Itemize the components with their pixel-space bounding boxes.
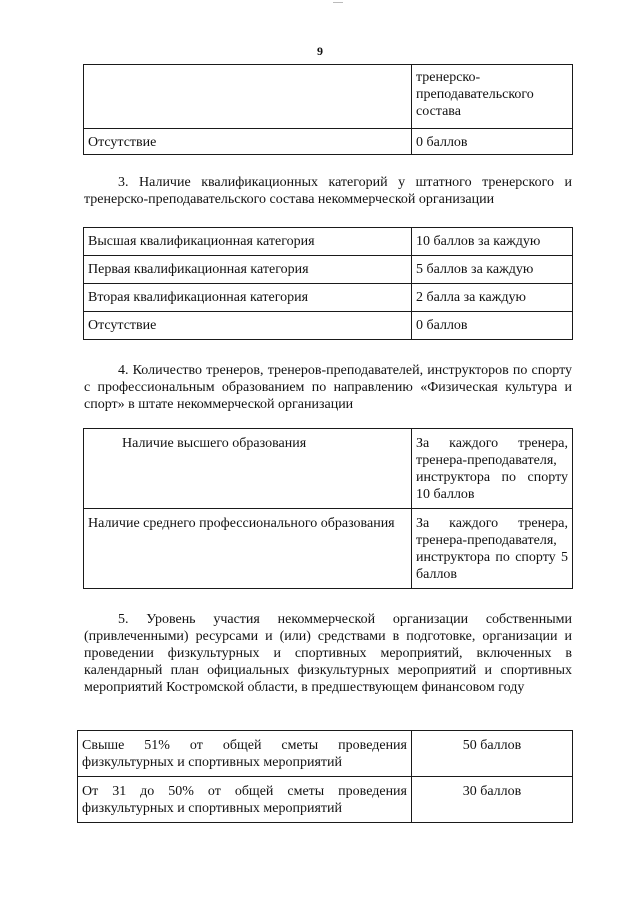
table-row: [84, 312, 573, 340]
table-row: [84, 129, 573, 155]
criterion-cell: Первая квалификационная категория: [84, 256, 412, 284]
table-row: [78, 731, 573, 777]
criterion-cell: Наличие среднего профессионального образования: [84, 509, 412, 589]
score-cell: 0 баллов: [412, 312, 573, 340]
score-cell: За каждого тренера, тренера-преподавателя, инструктора по спорту 5 баллов: [412, 509, 573, 589]
criterion-cell: Отсутствие: [84, 129, 412, 155]
section-3-heading: 3. Наличие квалификационных категорий у штатного тренерского и тренерско-преподавательского состава некоммерческой организации: [84, 175, 572, 207]
score-cell: 5 баллов за каждую: [412, 256, 573, 284]
table-row: [84, 65, 573, 129]
table-participation-level: [77, 730, 573, 823]
table-continuation: [83, 64, 573, 155]
score-cell: 2 балла за каждую: [412, 284, 573, 312]
criterion-cell: Наличие высшего образования: [84, 429, 412, 509]
score-cell: 50 баллов: [412, 731, 573, 777]
criterion-cell: Отсутствие: [84, 312, 412, 340]
criterion-cell: [84, 65, 412, 129]
table-row: [78, 777, 573, 823]
page-number: 9: [317, 44, 323, 58]
table-row: [84, 509, 573, 589]
criterion-cell: Вторая квалификационная категория: [84, 284, 412, 312]
table-qualification-categories: [83, 227, 573, 340]
score-cell: 0 баллов: [412, 129, 573, 155]
criterion-cell: От 31 до 50% от общей сметы проведения физкультурных и спортивных мероприятий: [78, 777, 412, 823]
table-row: [84, 256, 573, 284]
scan-mark: [333, 2, 343, 3]
criterion-cell: Высшая квалификационная категория: [84, 228, 412, 256]
table-row: [84, 228, 573, 256]
table-row: [84, 284, 573, 312]
section-4-heading: 4. Количество тренеров, тренеров-преподавателей, инструкторов по спорту с профессиональным образованием по направлению «Физическая культура и спорт» в штате некоммерческой организации: [84, 363, 572, 412]
criterion-cell: Свыше 51% от общей сметы проведения физкультурных и спортивных мероприятий: [78, 731, 412, 777]
score-cell: тренерско-преподавательского состава: [412, 65, 573, 129]
score-cell: 10 баллов за каждую: [412, 228, 573, 256]
table-row: [84, 429, 573, 509]
score-cell: За каждого тренера, тренера-преподавателя, инструктора по спорту 10 баллов: [412, 429, 573, 509]
section-5-heading: 5. Уровень участия некоммерческой организации собственными (привлеченными) ресурсами и (или) средствами в подготовке, организации и проведении физкультурных и спортивных мероприятий, включенных в календарный план официальных физкультурных мероприятий и спортивных мероприятий Костромской области, в предшествующем финансовом году: [84, 612, 572, 695]
score-cell: 30 баллов: [412, 777, 573, 823]
table-education: [83, 428, 573, 589]
